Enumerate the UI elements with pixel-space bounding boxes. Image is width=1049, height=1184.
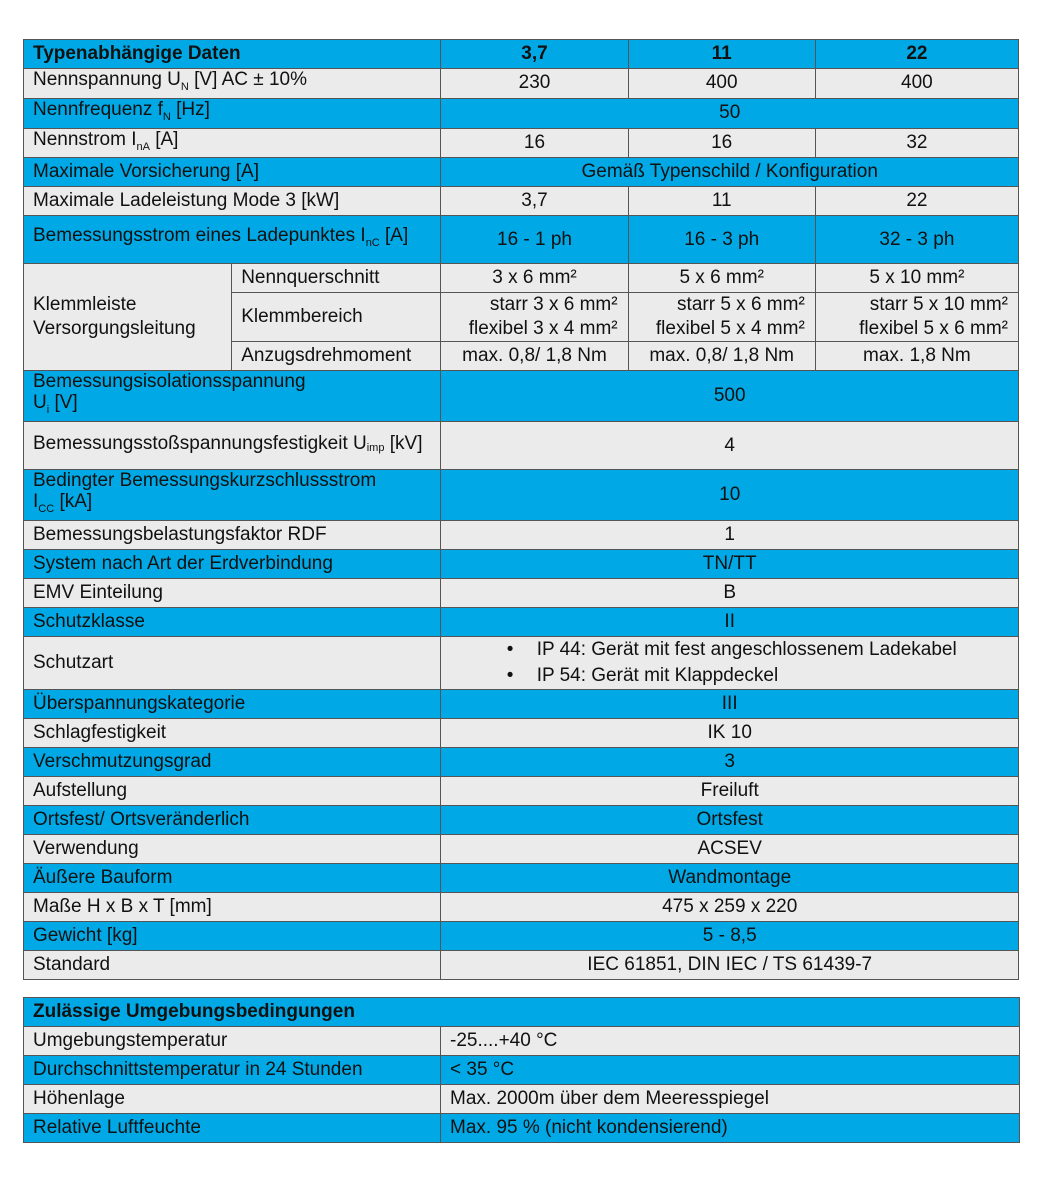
row-nennquerschnitt bbox=[24, 264, 1019, 293]
type-data-table bbox=[23, 39, 1019, 980]
row-nennfrequenz bbox=[24, 98, 1019, 128]
label-schutzklasse: Schutzklasse bbox=[24, 607, 441, 636]
header-label: Zulässige Umgebungsbedingungen bbox=[24, 998, 1020, 1027]
table-header-row bbox=[24, 40, 1019, 69]
header-col-22: 22 bbox=[815, 40, 1018, 69]
row-isolationsspannung bbox=[24, 371, 1019, 422]
row-schutzart bbox=[24, 636, 1019, 689]
row-masse bbox=[24, 892, 1019, 921]
label-standard: Standard bbox=[24, 950, 441, 979]
row-ortsfest bbox=[24, 805, 1019, 834]
row-nennspannung bbox=[24, 69, 1019, 99]
list-item: • IP 44: Gerät mit fest angeschlossenem Ladekabel bbox=[503, 637, 957, 663]
label-erdverbindung: System nach Art der Erdverbindung bbox=[24, 549, 441, 578]
value: IEC 61851, DIN IEC / TS 61439-7 bbox=[441, 950, 1019, 979]
label-rdf: Bemessungsbelastungsfaktor RDF bbox=[24, 520, 441, 549]
label-nennquerschnitt: Nennquerschnitt bbox=[232, 264, 441, 293]
row-emv bbox=[24, 578, 1019, 607]
row-ueberspannung bbox=[24, 689, 1019, 718]
row-rdf bbox=[24, 520, 1019, 549]
row-ladeleistung bbox=[24, 187, 1019, 216]
schutzart-list bbox=[503, 637, 957, 689]
row-value: Max. 2000m über dem Meeresspiegel bbox=[441, 1085, 1020, 1114]
value: max. 0,8/ 1,8 Nm bbox=[628, 342, 815, 371]
row-schlagfestigkeit bbox=[24, 718, 1019, 747]
header-col-3-7: 3,7 bbox=[441, 40, 628, 69]
value: 16 - 3 ph bbox=[628, 216, 815, 264]
value: starr 5 x 6 mm² flexibel 5 x 4 mm² bbox=[628, 293, 815, 342]
row-label: Umgebungstemperatur bbox=[24, 1027, 441, 1056]
label-kurzschlussstrom: Bedingter Bemessungskurzschlussstrom $I_{CC}$ [kA] bbox=[24, 470, 441, 521]
value: 16 bbox=[628, 128, 815, 158]
row-bauform bbox=[24, 863, 1019, 892]
row-value: -25....+40 °C bbox=[441, 1027, 1020, 1056]
value: 230 bbox=[441, 69, 628, 99]
header-col-11: 11 bbox=[628, 40, 815, 69]
value: 3,7 bbox=[441, 187, 628, 216]
value: IK 10 bbox=[441, 718, 1019, 747]
row-value: < 35 °C bbox=[441, 1056, 1020, 1085]
value: III bbox=[441, 689, 1019, 718]
row-label: Durchschnittstemperatur in 24 Stunden bbox=[24, 1056, 441, 1085]
value: 32 bbox=[815, 128, 1018, 158]
row-kurzschlussstrom bbox=[24, 470, 1019, 521]
table-header-row bbox=[24, 998, 1020, 1027]
row-nennstrom bbox=[24, 128, 1019, 158]
label-nennspannung: Nennspannung $U_N$ [V] AC ± 10% bbox=[24, 69, 441, 99]
label-vorsicherung: Maximale Vorsicherung [A] bbox=[24, 158, 441, 187]
value: Wandmontage bbox=[441, 863, 1019, 892]
label-gewicht: Gewicht [kg] bbox=[24, 921, 441, 950]
value: Gemäß Typenschild / Konfiguration bbox=[441, 158, 1019, 187]
value: 22 bbox=[815, 187, 1018, 216]
row-label: Relative Luftfeuchte bbox=[24, 1114, 441, 1143]
row-label: Höhenlage bbox=[24, 1085, 441, 1114]
value: B bbox=[441, 578, 1019, 607]
value: ACSEV bbox=[441, 834, 1019, 863]
label-verschmutzung: Verschmutzungsgrad bbox=[24, 747, 441, 776]
header-label: Typenabhängige Daten bbox=[24, 40, 441, 69]
row-standard bbox=[24, 950, 1019, 979]
label-schlagfestigkeit: Schlagfestigkeit bbox=[24, 718, 441, 747]
value: 16 bbox=[441, 128, 628, 158]
value: 32 - 3 ph bbox=[815, 216, 1018, 264]
value: 5 x 10 mm² bbox=[815, 264, 1018, 293]
value: 3 bbox=[441, 747, 1019, 776]
row-schutzklasse bbox=[24, 607, 1019, 636]
value: Ortsfest bbox=[441, 805, 1019, 834]
value: 16 - 1 ph bbox=[441, 216, 628, 264]
value: 50 bbox=[441, 98, 1019, 128]
value: Freiluft bbox=[441, 776, 1019, 805]
value: TN/TT bbox=[441, 549, 1019, 578]
label-schutzart: Schutzart bbox=[24, 636, 441, 689]
row-gewicht bbox=[24, 921, 1019, 950]
value: max. 1,8 Nm bbox=[815, 342, 1018, 371]
value: 400 bbox=[815, 69, 1018, 99]
schutzart-list-cell bbox=[441, 636, 1019, 689]
row-stossspannung bbox=[24, 422, 1019, 470]
row-bemessungsstrom bbox=[24, 216, 1019, 264]
value: 5 x 6 mm² bbox=[628, 264, 815, 293]
label-masse: Maße H x B x T [mm] bbox=[24, 892, 441, 921]
label-emv: EMV Einteilung bbox=[24, 578, 441, 607]
label-ueberspannung: Überspannungskategorie bbox=[24, 689, 441, 718]
row-value: Max. 95 % (nicht kondensierend) bbox=[441, 1114, 1020, 1143]
value: 475 x 259 x 220 bbox=[441, 892, 1019, 921]
label-nennstrom: Nennstrom $I_{nA}$ [A] bbox=[24, 128, 441, 158]
value: starr 3 x 6 mm² flexibel 3 x 4 mm² bbox=[441, 293, 628, 342]
label-klemmleiste: Klemmleiste Versorgungsleitung bbox=[24, 264, 232, 371]
list-item: • IP 54: Gerät mit Klappdeckel bbox=[503, 663, 957, 689]
value: II bbox=[441, 607, 1019, 636]
value: 1 bbox=[441, 520, 1019, 549]
label-verwendung: Verwendung bbox=[24, 834, 441, 863]
table-row bbox=[24, 1056, 1020, 1085]
label-ladeleistung: Maximale Ladeleistung Mode 3 [kW] bbox=[24, 187, 441, 216]
label-stossspannung: Bemessungsstoßspannungsfestigkeit $U^{imp}$ [kV] bbox=[24, 422, 441, 470]
environment-conditions-table bbox=[23, 997, 1020, 1143]
table-row bbox=[24, 1114, 1020, 1143]
label-ortsfest: Ortsfest/ Ortsveränderlich bbox=[24, 805, 441, 834]
value: starr 5 x 10 mm² flexibel 5 x 6 mm² bbox=[815, 293, 1018, 342]
value: 500 bbox=[441, 371, 1019, 422]
label-bauform: Äußere Bauform bbox=[24, 863, 441, 892]
value: max. 0,8/ 1,8 Nm bbox=[441, 342, 628, 371]
value: 11 bbox=[628, 187, 815, 216]
label-nennfrequenz: Nennfrequenz $f_N$ [Hz] bbox=[24, 98, 441, 128]
value: 4 bbox=[441, 422, 1019, 470]
label-isolationsspannung: Bemessungsisolationsspannung $U_i$ [V] bbox=[24, 371, 441, 422]
table-row bbox=[24, 1085, 1020, 1114]
row-verwendung bbox=[24, 834, 1019, 863]
value: 10 bbox=[441, 470, 1019, 521]
row-vorsicherung bbox=[24, 158, 1019, 187]
label-anzugsdrehmoment: Anzugsdrehmoment bbox=[232, 342, 441, 371]
row-erdverbindung bbox=[24, 549, 1019, 578]
label-aufstellung: Aufstellung bbox=[24, 776, 441, 805]
value: 3 x 6 mm² bbox=[441, 264, 628, 293]
label-klemmbereich: Klemmbereich bbox=[232, 293, 441, 342]
value: 400 bbox=[628, 69, 815, 99]
value: 5 - 8,5 bbox=[441, 921, 1019, 950]
label-bemessungsstrom: Bemessungsstrom eines Ladepunktes $I_{nC}$ [A] bbox=[24, 216, 441, 264]
row-aufstellung bbox=[24, 776, 1019, 805]
table-row bbox=[24, 1027, 1020, 1056]
row-verschmutzung bbox=[24, 747, 1019, 776]
